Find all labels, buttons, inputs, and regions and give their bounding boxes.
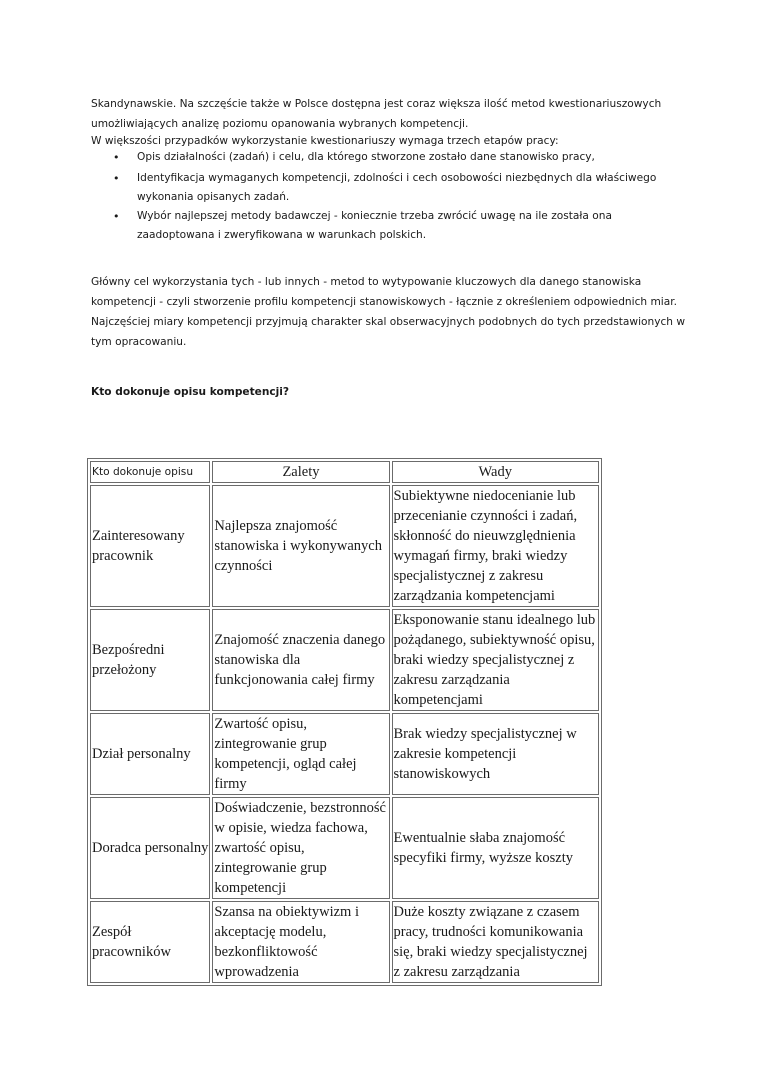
cell-cons: Brak wiedzy specjalistycznej w zakresie kompetencji stanowiskowych <box>392 713 599 795</box>
cell-cons: Subiektywne niedocenianie lub przecenianie czynności i zadań, skłonność do nieuwzględnienia wymagań firmy, braki wiedzy specjalistycznej z zakresu zarządzania kompetencjami <box>392 485 599 607</box>
cell-pros: Szansa na obiektywizm i akceptację modelu, bezkonfliktowość wprowadzenia <box>212 901 389 983</box>
cell-cons: Eksponowanie stanu idealnego lub pożądanego, subiektywność opisu, braki wiedzy specjalistycznej z zakresu zarządzania kompetencjami <box>392 609 599 711</box>
intro-stages-sentence: W większości przypadków wykorzystanie kwestionariuszy wymaga trzech etapów pracy: <box>91 135 559 147</box>
cell-pros: Doświadczenie, bezstronność w opisie, wiedza fachowa, zwartość opisu, zintegrowanie grup kompetencji <box>212 797 389 899</box>
cell-who: Bezpośredni przełożony <box>90 609 210 711</box>
section-heading: Kto dokonuje opisu kompetencji? <box>91 386 290 398</box>
list-item-text: Wybór najlepszej metody badawczej - koniecznie trzeba zwrócić uwagę na ile została ona zaadoptowana i zweryfikowana w warunkach polskich. <box>137 210 612 241</box>
column-header-cons: Wady <box>392 461 599 483</box>
table-row <box>90 797 599 899</box>
list-item-text: Opis działalności (zadań) i celu, dla którego stworzone zostało dane stanowisko pracy, <box>137 151 595 163</box>
list-item <box>91 148 691 167</box>
cell-who: Doradca personalny <box>90 797 210 899</box>
cell-cons: Duże koszty związane z czasem pracy, trudności komunikowania się, braki wiedzy specjalistycznej z zakresu zarządzania <box>392 901 599 983</box>
table-row <box>90 901 599 983</box>
table-row <box>90 485 599 607</box>
column-header-pros: Zalety <box>212 461 389 483</box>
list-item <box>91 169 691 207</box>
table-row <box>90 713 599 795</box>
intro-paragraph: Skandynawskie. Na szczęście także w Polsce dostępna jest coraz większa ilość metod kwestionariuszowych umożliwiających analizę poziomu opanowania wybranych kompetencji. <box>91 98 662 130</box>
bullet-icon: • <box>113 151 120 164</box>
list-item-text: Identyfikacja wymaganych kompetencji, zdolności i cech osobowości niezbędnych dla właściwego wykonania opisanych zadań. <box>137 172 657 203</box>
bullet-icon: • <box>113 172 120 185</box>
cell-cons: Ewentualnie słaba znajomość specyfiki firmy, wyższe koszty <box>392 797 599 899</box>
cell-pros: Znajomość znaczenia danego stanowiska dla funkcjonowania całej firmy <box>212 609 389 711</box>
list-item <box>91 207 691 245</box>
cell-who: Dział personalny <box>90 713 210 795</box>
cell-pros: Najlepsza znajomość stanowiska i wykonywanych czynności <box>212 485 389 607</box>
cell-who: Zainteresowany pracownik <box>90 485 210 607</box>
column-header-who: Kto dokonuje opisu <box>90 461 210 483</box>
main-goal-paragraph: Główny cel wykorzystania tych - lub innych - metod to wytypowanie kluczowych dla danego stanowiska kompetencji - czyli stworzenie profilu kompetencji stanowiskowych - łącznie z określeniem odpowiednich miar. Najczęściej miary kompetencji przyjmują charakter skal obserwacyjnych podobnych do tych przedstawionych w tym opracowaniu. <box>91 276 686 348</box>
stages-list <box>91 148 691 245</box>
table-row <box>90 609 599 711</box>
competency-description-table <box>87 458 602 986</box>
table-header-row <box>90 461 599 483</box>
bullet-icon: • <box>113 210 120 223</box>
cell-who: Zespół pracowników <box>90 901 210 983</box>
cell-pros: Zwartość opisu, zintegrowanie grup kompetencji, ogląd całej firmy <box>212 713 389 795</box>
